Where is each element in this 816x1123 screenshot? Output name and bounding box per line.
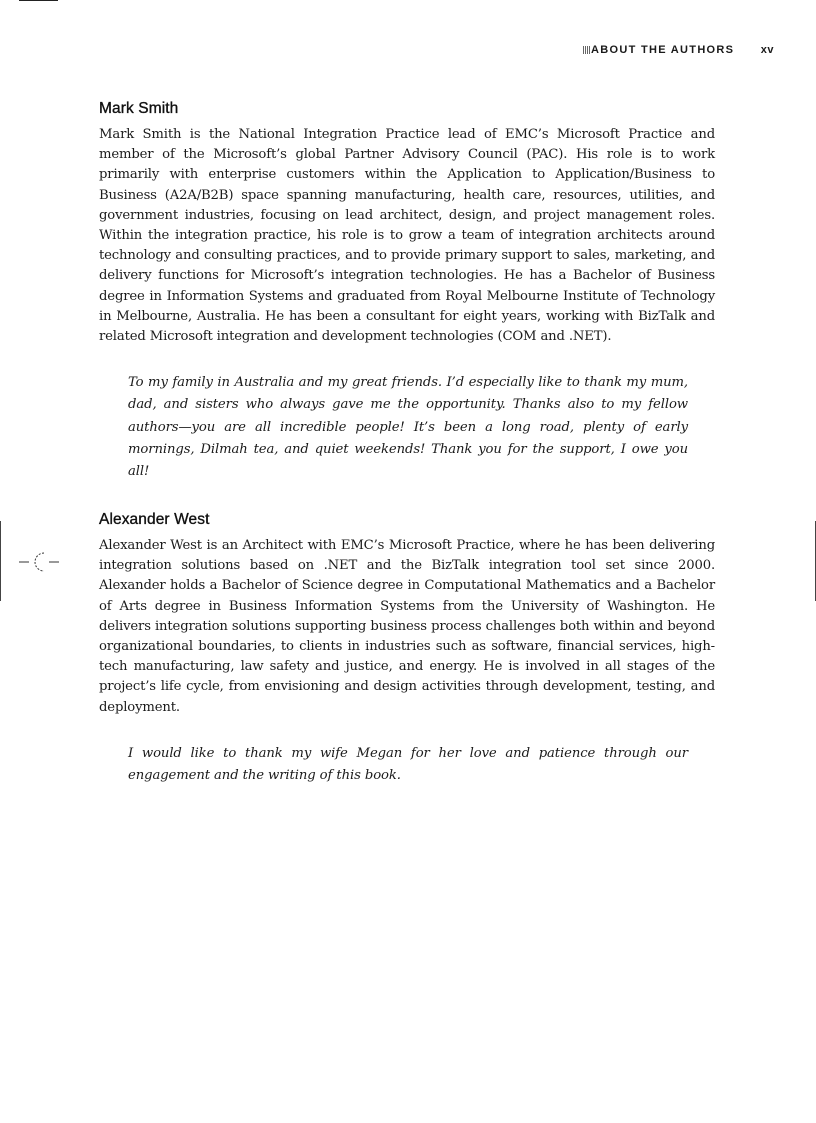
author-acknowledgment: To my family in Australia and my great friends. I’d especially like to thank my mum, dad, and sisters who always gave me the opportunity. Thanks also to my fellow authors—you are all incredible people! It’s been a long road, plenty of early mornings, Dilmah tea, and quiet weekends! Thank you for the support, I owe you all! — [128, 375, 688, 480]
author-name: Mark Smith — [99, 100, 179, 117]
page-edge-left — [0, 521, 1, 601]
author-acknowledgment: I would like to thank my wife Megan for her love and patience through our engagement and the writing of this book. — [128, 745, 688, 784]
running-head-marker-icon — [583, 46, 591, 54]
registration-mark-icon — [18, 550, 60, 574]
page-header — [560, 44, 774, 60]
page-number: xv — [760, 44, 774, 56]
author-bio: Alexander West is an Architect with EMC’s Microsoft Practice, where he has been delivering integration solutions based on .NET and the BizTalk integration tool set since 2000. Alexander holds a Bachelor of Science degree in Computational Mathematics and a Bachelor of Arts degree in Business Information Systems from the University of Washington. He delivers integration solutions supporting business process challenges both within and beyond organizational boundaries, to clients in industries such as software, financial services, high-tech manufacturing, law safety and justice, and energy. He is involved in all stages of the project’s life cycle, from envisioning and design activities through development, testing, and deployment. — [99, 538, 715, 715]
author-bio: Mark Smith is the National Integration Practice lead of EMC’s Microsoft Practice and member of the Microsoft’s global Partner Advisory Council (PAC). His role is to work primarily with enterprise customers within the Application to Application/Business to Business (A2A/B2B) space spanning manufacturing, health care, resources, utilities, and government industries, focusing on lead architect, design, and project management roles. Within the integration practice, his role is to grow a team of integration architects around technology and consulting practices, and to provide primary support to sales, marketing, and delivery functions for Microsoft’s integration technologies. He has a Bachelor of Business degree in Information Systems and graduated from Royal Melbourne Institute of Technology in Melbourne, Australia. He has been a consultant for eight years, working with BizTalk and related Microsoft integration and development technologies (COM and .NET). — [99, 127, 715, 345]
running-head: ABOUT THE AUTHORS — [591, 44, 735, 56]
author-section-mark-smith — [99, 99, 715, 483]
author-name: Alexander West — [99, 511, 210, 528]
crop-mark-top — [19, 0, 58, 1]
author-section-alexander-west — [99, 510, 715, 787]
